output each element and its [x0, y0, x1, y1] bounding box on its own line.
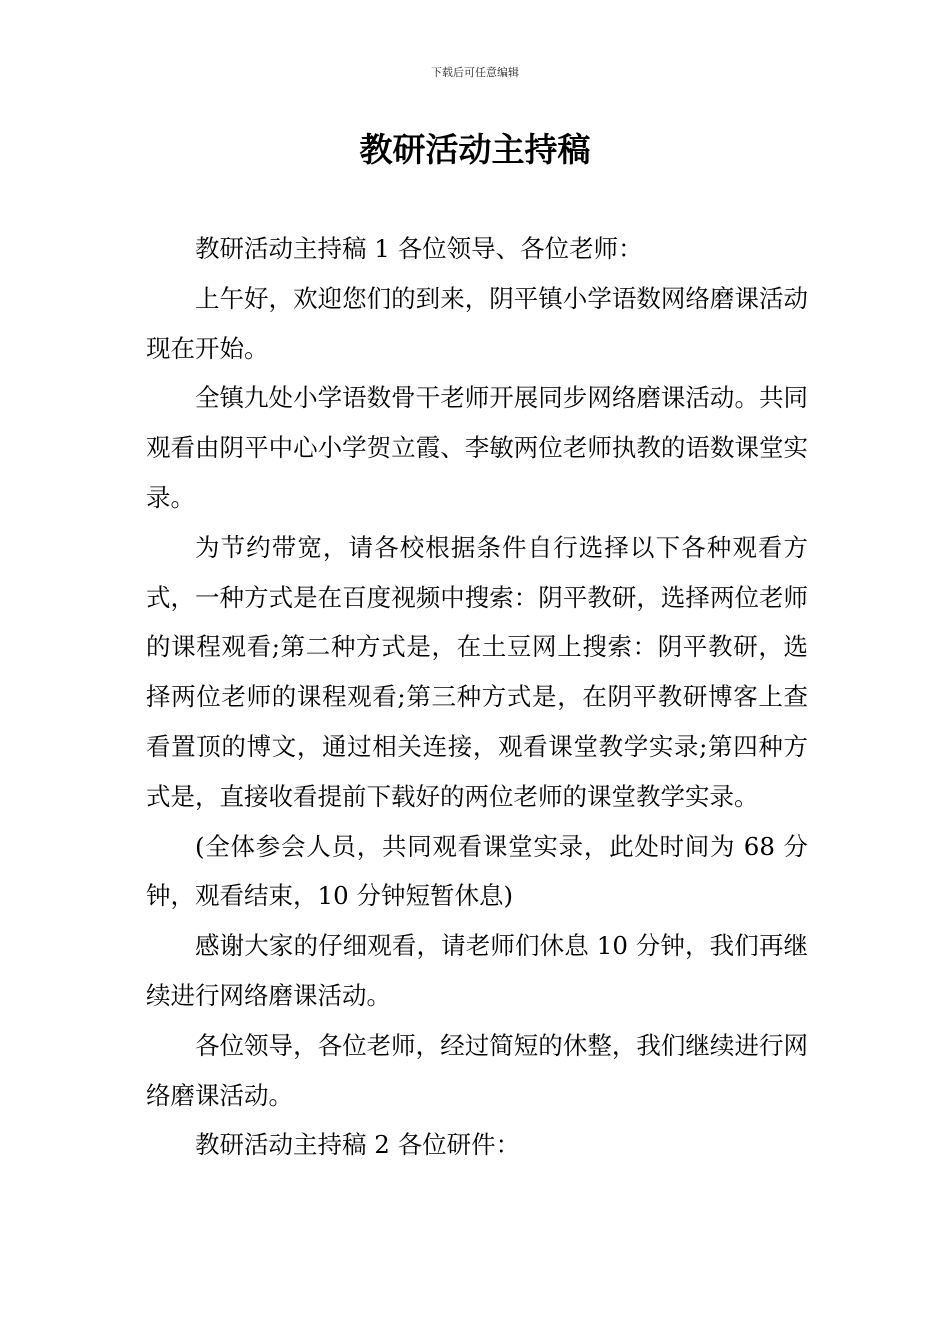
paragraph: 教研活动主持稿 2 各位研件：: [195, 1130, 521, 1160]
paragraph: 各位领导，各位老师，经过简短的休整，我们继续进行网络磨课活动。: [146, 1030, 808, 1110]
paragraph: 教研活动主持稿 1 各位领导、各位老师：: [195, 234, 643, 263]
document-title: 教研活动主持稿: [359, 130, 591, 169]
paragraph: 感谢大家的仔细观看，请老师们休息 10 分钟，我们再继续进行网络磨课活动。: [146, 931, 808, 1010]
document-body: [146, 224, 808, 1170]
paragraph: 上午好，欢迎您们的到来，阴平镇小学语数网络磨课活动现在开始。: [146, 283, 808, 363]
header-note: 下载后可任意编辑: [431, 66, 519, 79]
paragraph: 为节约带宽，请各校根据条件自行选择以下各种观看方式，一种方式是在百度视频中搜索：阴平教研，选择两位老师的课程观看;第二种方式是，在土豆网上搜索：阴平教研，选择两位老师的课程观看;第三种方式是，在阴平教研博客上查看置顶的博文，通过相关连接，观看课堂教学实录;第四种方式是，直接收看提前下载好的两位老师的课堂教学实录。: [146, 532, 808, 811]
paragraph: 全镇九处小学语数骨干老师开展同步网络磨课活动。共同观看由阴平中心小学贺立霞、李敏两位老师执教的语数课堂实录。: [146, 383, 808, 512]
paragraph: (全体参会人员，共同观看课堂实录，此处时间为 68 分钟，观看结束，10 分钟短暂休息): [146, 831, 808, 911]
